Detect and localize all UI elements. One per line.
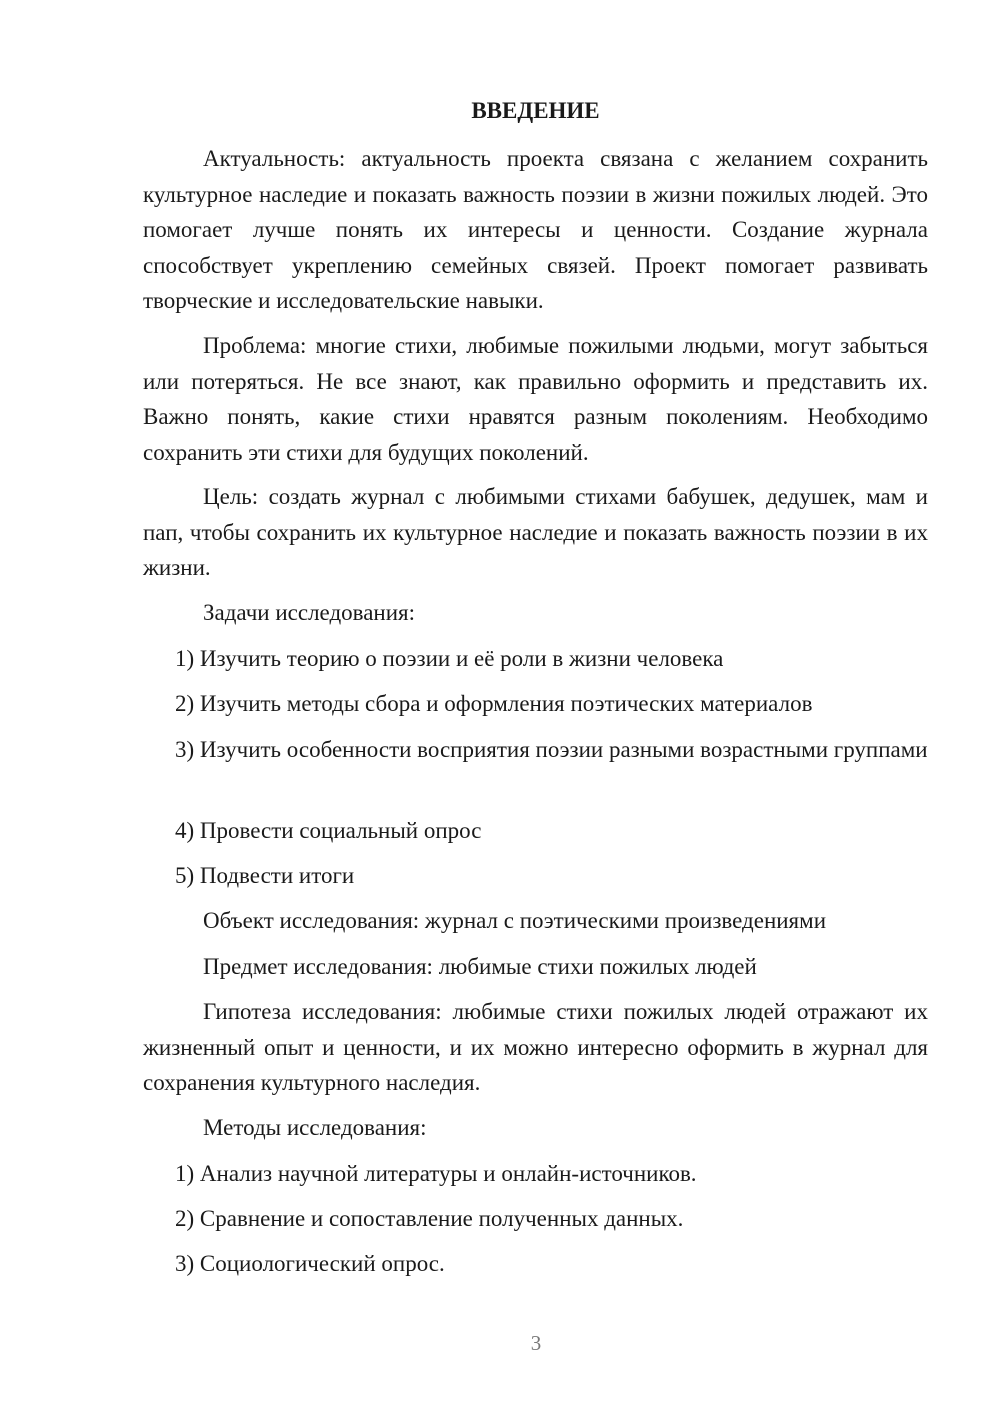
task-item: 1) Изучить теорию о поэзии и её роли в жизни человека bbox=[175, 646, 724, 671]
task-item: 5) Подвести итоги bbox=[175, 863, 355, 888]
object-paragraph: Объект исследования: журнал с поэтическими произведениями bbox=[203, 908, 826, 933]
subject-paragraph: Предмет исследования: любимые стихи пожилых людей bbox=[203, 954, 757, 979]
method-item: 1) Анализ научной литературы и онлайн-источников. bbox=[175, 1161, 697, 1186]
task-item: 2) Изучить методы сбора и оформления поэтических материалов bbox=[175, 691, 813, 716]
page-number: 3 bbox=[530, 1331, 542, 1355]
relevance-paragraph: Актуальность: актуальность проекта связана с желанием сохранить культурное наследие и показать важность поэзии в жизни пожилых людей. Это помогает лучше понять их интересы и ценности. Создание журнала способствует укреплению семейных связей. Проект помогает развивать творческие и исследовательские навыки. bbox=[143, 146, 928, 313]
goal-paragraph: Цель: создать журнал с любимыми стихами бабушек, дедушек, мам и пап, чтобы сохранить их культурное наследие и показать важность поэзии в их жизни. bbox=[143, 484, 928, 580]
methods-heading: Методы исследования: bbox=[203, 1115, 427, 1140]
task-item: 3) Изучить особенности восприятия поэзии разными возрастными группами bbox=[175, 737, 928, 762]
problem-paragraph: Проблема: многие стихи, любимые пожилыми людьми, могут забыться или потеряться. Не все знают, как правильно оформить и представить их. Важно понять, какие стихи нравятся разным поколениям. Необходимо сохранить эти стихи для будущих поколений. bbox=[143, 333, 928, 465]
tasks-heading: Задачи исследования: bbox=[203, 600, 416, 625]
method-item: 2) Сравнение и сопоставление полученных данных. bbox=[175, 1206, 684, 1231]
page-title: ВВЕДЕНИЕ bbox=[471, 98, 600, 123]
task-item: 4) Провести социальный опрос bbox=[175, 818, 482, 843]
method-item: 3) Социологический опрос. bbox=[175, 1251, 445, 1276]
hypothesis-paragraph: Гипотеза исследования: любимые стихи пожилых людей отражают их жизненный опыт и ценности, и их можно интересно оформить в журнал для сохранения культурного наследия. bbox=[143, 999, 928, 1095]
